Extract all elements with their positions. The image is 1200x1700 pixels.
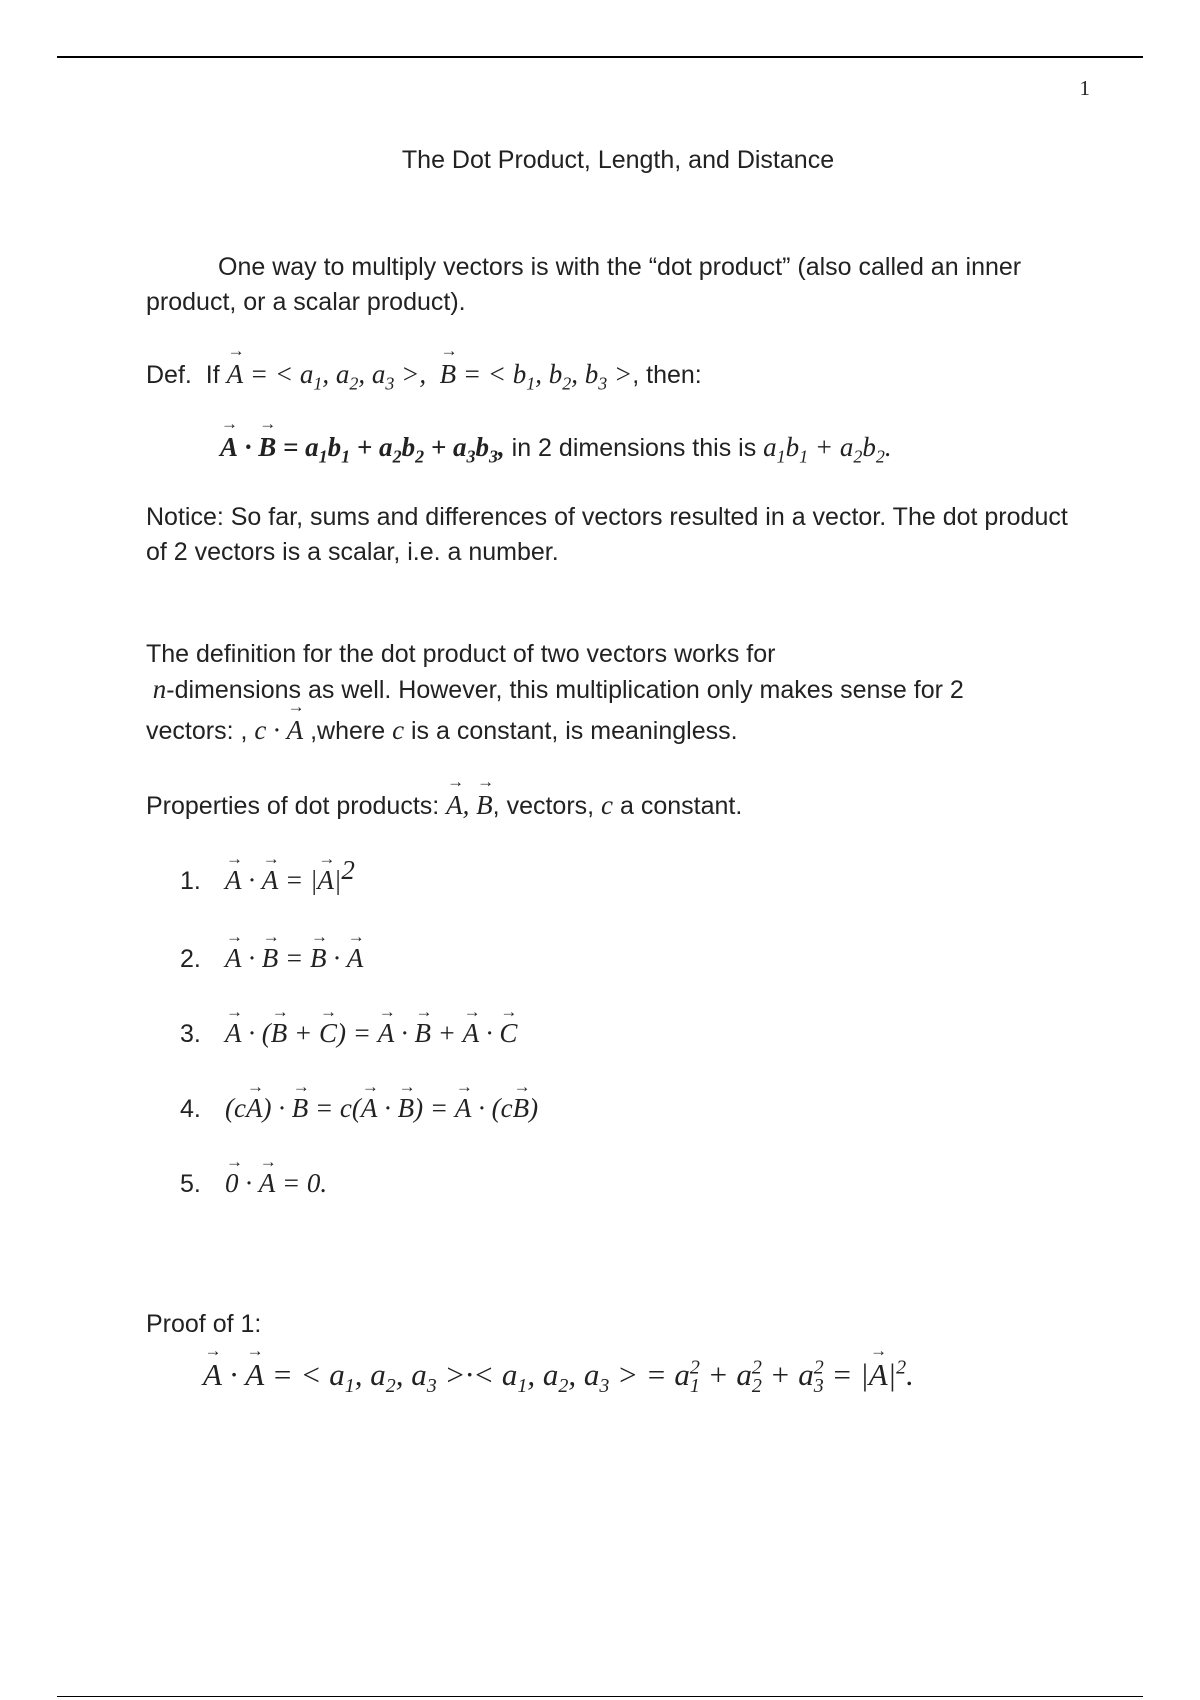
property-3: 3. → A · (→ B + → C) = → A · → B + → A · → C <box>180 1018 517 1049</box>
page-title: The Dot Product, Length, and Distance <box>401 146 835 174</box>
notice-paragraph: Notice: So far, sums and differences of vectors resulted in a vector. The dot product of 2 vectors is a scalar, i.e. a number. <box>146 503 1068 566</box>
properties-vectors-word: , vectors, <box>492 792 595 820</box>
property-1: 1. → A · → A = |→ $A|^2$ <box>180 865 355 896</box>
c-variable: c <box>392 715 405 745</box>
def-vector-a-formula: → A = < $a_1$, $a_2$, $a_3$ >, → B = < $b_1$, $b_2$, $b_3$ > <box>227 359 633 389</box>
property-2: 2. → A · → B = → B · → A <box>180 943 363 974</box>
properties-vectors-ab: → A, → B <box>446 790 493 820</box>
ndim-line-2-text: -dimensions as well. However, this multiplication only makes sense for 2 <box>166 676 964 704</box>
ndim-line-3-start: vectors: , <box>146 717 248 745</box>
ndim-line-3 <box>146 713 1086 749</box>
ndim-line-3-end: is a constant, is meaningless. <box>411 717 738 745</box>
bottom-rule <box>57 1696 1143 1697</box>
property-number: 1. <box>180 867 201 895</box>
def-then: , then: <box>632 361 702 389</box>
ndim-line-1: The definition for the dot product of two vectors works for <box>146 640 776 668</box>
properties-heading <box>146 788 1086 824</box>
property-5: 5. → 0 · → A = 0. <box>180 1168 327 1199</box>
property-number: 3. <box>180 1020 201 1048</box>
n-variable: n <box>146 674 167 704</box>
dot-formula-2d-text: in 2 dimensions this is <box>511 434 757 462</box>
page-number: 1 <box>1079 76 1090 100</box>
proof-heading: Proof of 1: <box>146 1310 262 1338</box>
properties-c: c <box>601 790 614 820</box>
ndim-line-3-where: ,where <box>310 717 386 745</box>
property-4: 4. (c→ A) · → B = c(→ A · → B) = → A · (c→ B) <box>180 1093 538 1124</box>
def-if: If <box>205 361 220 389</box>
properties-heading-text: Properties of dot products: <box>146 792 440 820</box>
proof-equation: → A · → A = < $a_1$, $a_2$, $a_3$ >·< $a_1$, $a_2$, $a_3$ > = $a^2_1 + a^2_2 + a^2_3$ = |→ $A|^2$. <box>203 1357 914 1393</box>
def-label: Def. <box>146 361 192 389</box>
property-number: 2. <box>180 945 201 973</box>
dot-formula-3d: → A · → $B = a_1b_1 + a_2b_2 + a_3b_3$, <box>220 432 505 462</box>
property-number: 4. <box>180 1095 201 1123</box>
top-rule <box>57 56 1143 58</box>
properties-constant: a constant. <box>619 792 743 820</box>
dot-product-formula <box>220 430 1100 466</box>
intro-paragraph: One way to multiply vectors is with the “dot product” (also called an inner product, or a scalar product). <box>146 253 1022 316</box>
dot-formula-2d: $a_1b_1 + a_2b_2$. <box>763 432 892 467</box>
definition-line <box>146 357 1086 393</box>
property-number: 5. <box>180 1170 201 1198</box>
c-dot-a-expr: c · → A <box>254 715 303 745</box>
